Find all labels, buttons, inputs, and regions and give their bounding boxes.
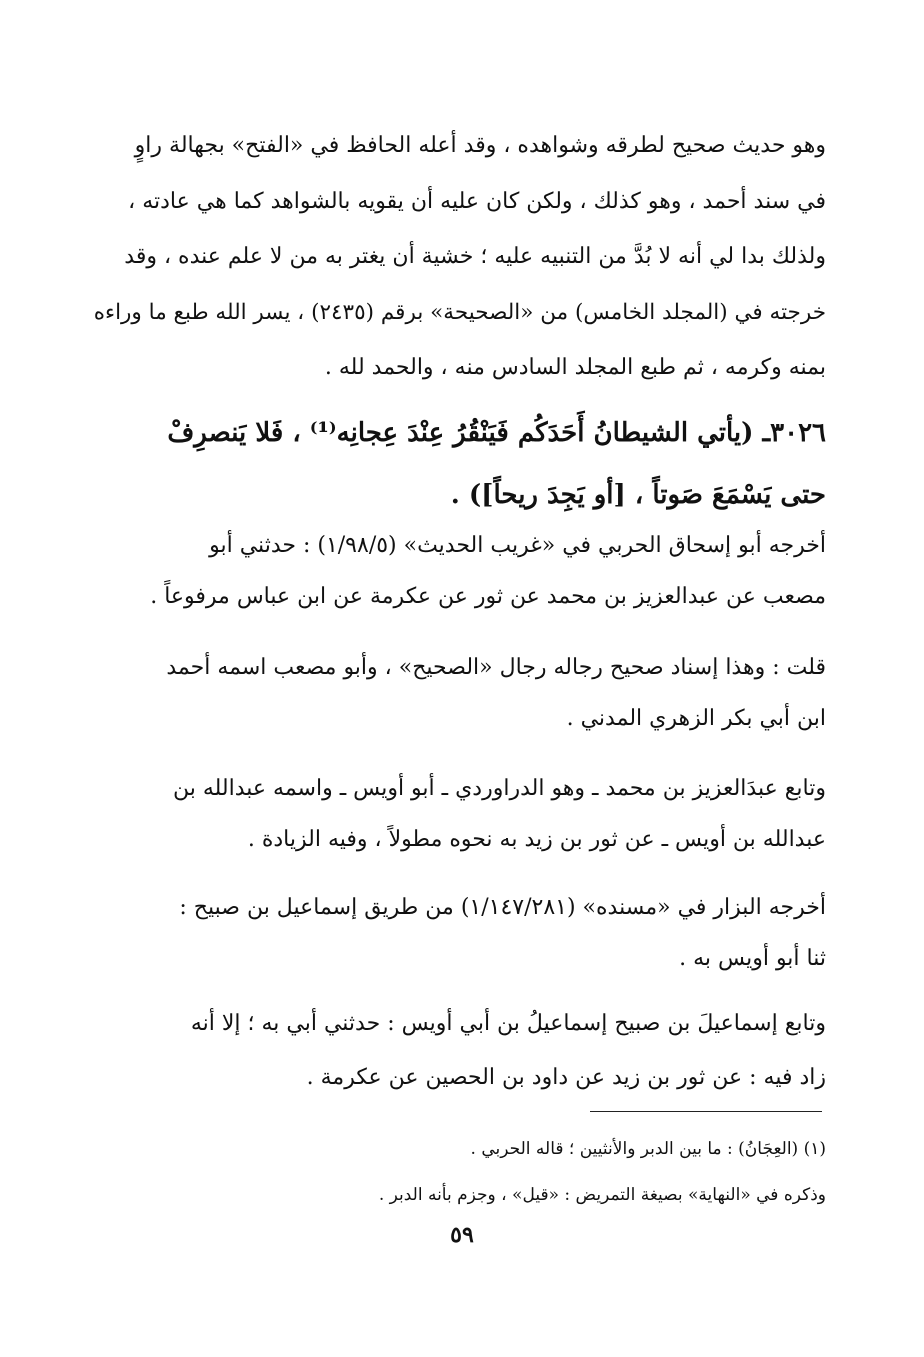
footnote-line: وذكره في «النهاية» بصيغة التمريض : «قيل» ، وجزم بأنه الدبر .	[378, 1185, 826, 1205]
text-line: أخرجه البزار في «مسنده» (١/١٤٧/٢٨١) من طريق إسماعيل بن صبيح :	[179, 895, 826, 920]
hadith-line: حتى يَسْمَعَ صَوتاً ، [أو يَجِدَ ريحاً]) .	[450, 480, 826, 510]
text-line: عبدالله بن أويس ـ عن ثور بن زيد به نحوه مطولاً ، وفيه الزيادة .	[247, 827, 826, 852]
footnotes	[200, 1126, 826, 1218]
text-line: قلت : وهذا إسناد صحيح رجاله رجال «الصحيح» ، وأبو مصعب اسمه أحمد	[166, 655, 826, 680]
takhrij-bazzar-paragraph	[86, 882, 826, 984]
text-line: وتابع عبدَالعزيز بن محمد ـ وهو الدراوردي ـ أبو أويس ـ واسمه عبدالله بن	[172, 776, 826, 801]
text-line: بمنه وكرمه ، ثم طبع المجلد السادس منه ، والحمد لله .	[324, 355, 826, 380]
footnote-separator	[590, 1111, 822, 1112]
text-line: وتابع إسماعيلَ بن صبيح إسماعيلُ بن أبي أويس : حدثني أبي به ؛ إلا أنه	[190, 1011, 826, 1036]
text-line: أخرجه أبو إسحاق الحربي في «غريب الحديث» (١/٩٨/٥) : حدثني أبو	[209, 533, 826, 558]
footnote-line: (١) (العِجَانُ) : ما بين الدبر والأنثيين ؛ قاله الحربي .	[470, 1139, 826, 1159]
hadith-line: ٣٠٢٦ـ (يأتي الشيطانُ أَحَدَكُم فَيَنْقُرُ عِنْدَ عِجانِه⁽¹⁾ ، فَلا يَنصرِفْ	[167, 418, 826, 448]
hadith-heading	[86, 402, 826, 526]
text-line: خرجته في (المجلد الخامس) من «الصحيحة» برقم (٢٤٣٥) ، يسر الله طبع ما وراءه	[93, 299, 826, 325]
takhrij-harbi-paragraph	[86, 520, 826, 622]
text-line: وهو حديث صحيح لطرقه وشواهده ، وقد أعله الحافظ في «الفتح» بجهالة راوٍ	[134, 133, 826, 158]
text-line: ولذلك بدا لي أنه لا بُدَّ من التنبيه عليه ؛ خشية أن يغتر به من لا علم عنده ، وقد	[124, 244, 826, 269]
text-line: مصعب عن عبدالعزيز بن محمد عن ثور عن عكرمة عن ابن عباس مرفوعاً .	[150, 584, 826, 609]
text-line: في سند أحمد ، وهو كذلك ، ولكن كان عليه أن يقويه بالشواهد كما هي عادته ،	[128, 188, 826, 214]
text-line: ابن أبي بكر الزهري المدني .	[566, 706, 826, 731]
intro-paragraph	[86, 118, 826, 396]
text-line: زاد فيه : عن ثور بن زيد عن داود بن الحصين عن عكرمة .	[306, 1065, 826, 1090]
text-line: ثنا أبو أويس به .	[679, 946, 826, 971]
mutaba-darawardi-paragraph	[86, 763, 826, 865]
mutaba-ismail-paragraph	[86, 997, 826, 1105]
page-number: ٥٩	[450, 1222, 474, 1248]
qult-paragraph	[86, 642, 826, 744]
